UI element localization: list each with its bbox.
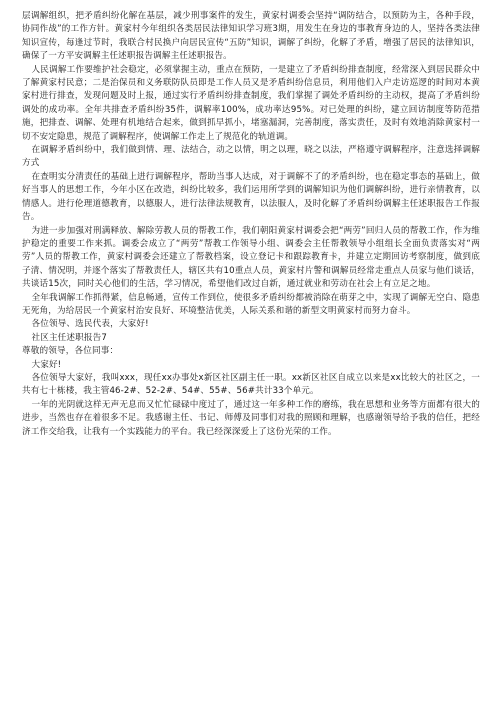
salutation: 尊敬的领导，各位同事： [22,346,119,357]
greeting-line: 各位领导、选民代表，大家好! [31,319,149,330]
hello-line: 大家好! [31,359,62,370]
paragraph-5: 为进一步加强对刑满释放、解除劳教人员的帮教工作，我们朝阳黄家村调委会把“两劳”回归人员的帮教工作，作为维护稳定的重要工作来抓。调委会成立了“两劳”帮教工作领导小组、调委会主任帮教领导小组组长全面负责落实对“两劳”人员的帮教工作，黄家村调委会还建立了帮教档案，设立登记卡和跟踪教育卡，并建立定期回访考察制度，做到底子清、情况明，并逐个落实了帮教责任人，辖区共有10重点人员，黄家村片警和调解员经常走重点人员家与他们谈话，共谈话15次，同时关心他们的生活，学习情况，希望他们改过自新，通过就业和劳动在社会上有立足之地。 [22,225,480,290]
paragraph-3: 在调解矛盾纠纷中，我们做到情、理、法结合，动之以情，明之以理，晓之以法，严格遵守调解程序，注意选择调解方式 [22,145,480,169]
paragraph-2: 人民调解工作要维护社会稳定，必须掌握主动，重点在预防，一是建立了矛盾纠纷排查制度，经常深入到居民群众中了解黄家村民意；二是治保员和义务联防队员即是工作人员又是矛盾纠纷信息员，利用他们入户走访巡逻的时间对本黄家村进行排查，发现问题及时上报，通过实行矛盾纠纷排查制度，我们掌握了调处矛盾纠纷的主动权，提高了矛盾纠纷调处的成功率。全年共排查矛盾纠纷35件，调解率100%，成功率达95%。对已处理的纠纷，建立回访制度等防范措施，把排查、调解、处理有机地结合起来，做到抓早抓小，堵塞漏洞，完善制度，落实责任，及时有效地消除黄家村一切不安定隐患，规范了调解程序，使调解工作走上了规范化的轨道调。 [22,64,480,142]
paragraph-12: 一年的光阴就这样无声无息而又忙忙碌碌中度过了，通过这一年多种工作的磨练，我在思想和业务等方面都有很大的进步，当然也存在着很多不足。我感谢主任、书记、师傅及同事们对我的照顾和理解，也感谢领导给予我的信任，把经济工作交给我，让我有一个实践能力的平台。我已经深深爱上了这份光荣的工作。 [22,399,480,437]
paragraph-6: 全年我调解工作抓得紧，信息畅通，宣传工作到位，使很多矛盾纠纷都被消除在萌芽之中，实现了调解无空白、隐患无死角，为给居民一个黄家村治安良好、环境整洁优美，人际关系和谐的新型文明黄家村而努力奋斗。 [22,292,480,316]
paragraph-4: 在查明实分清责任的基础上进行调解程序，帮助当事人达成，对于调解不了的矛盾纠纷，也在稳定事态的基础上，做好当事人的思想工作，今年小区在改造，纠纷比较多，我们运用所学到的调解知识为他们调解纠纷，进行亲情教育，以情感人。进行伦理道德教育，以德服人，进行法律法规教育，以法服人，及时化解了矛盾纠纷调解主任述职报告工作报告。 [22,171,480,223]
paragraph-1: 层调解组织，把矛盾纠纷化解在基层，减少刑事案件的发生，黄家村调委会坚持“调防结合，以预防为主，各种手段，协同作战”的工作方针。黄家村今年组织各类居民法律知识学习班3期，用发生在身边的事教育身边的人，坚持各类法律知识宣传，每逢过节时，我联合村民换户向居民宣传“五防”知识，调解了纠纷，化解了矛盾，增强了居民的法律知识，确保了一方平安调解主任述职报告调解主任述职报告。 [22,11,480,62]
paragraph-11: 各位领导大家好，我叫xxx，现任xx办事处x新区社区副主任一职。xx新区社区自成立以来是xx比较大的社区之，一共有七十栋楼，我主管46-2#、52-2#、54#、55#、56#共计33个单元。 [22,372,480,397]
section-heading: 社区主任述职报告7 [31,332,108,343]
